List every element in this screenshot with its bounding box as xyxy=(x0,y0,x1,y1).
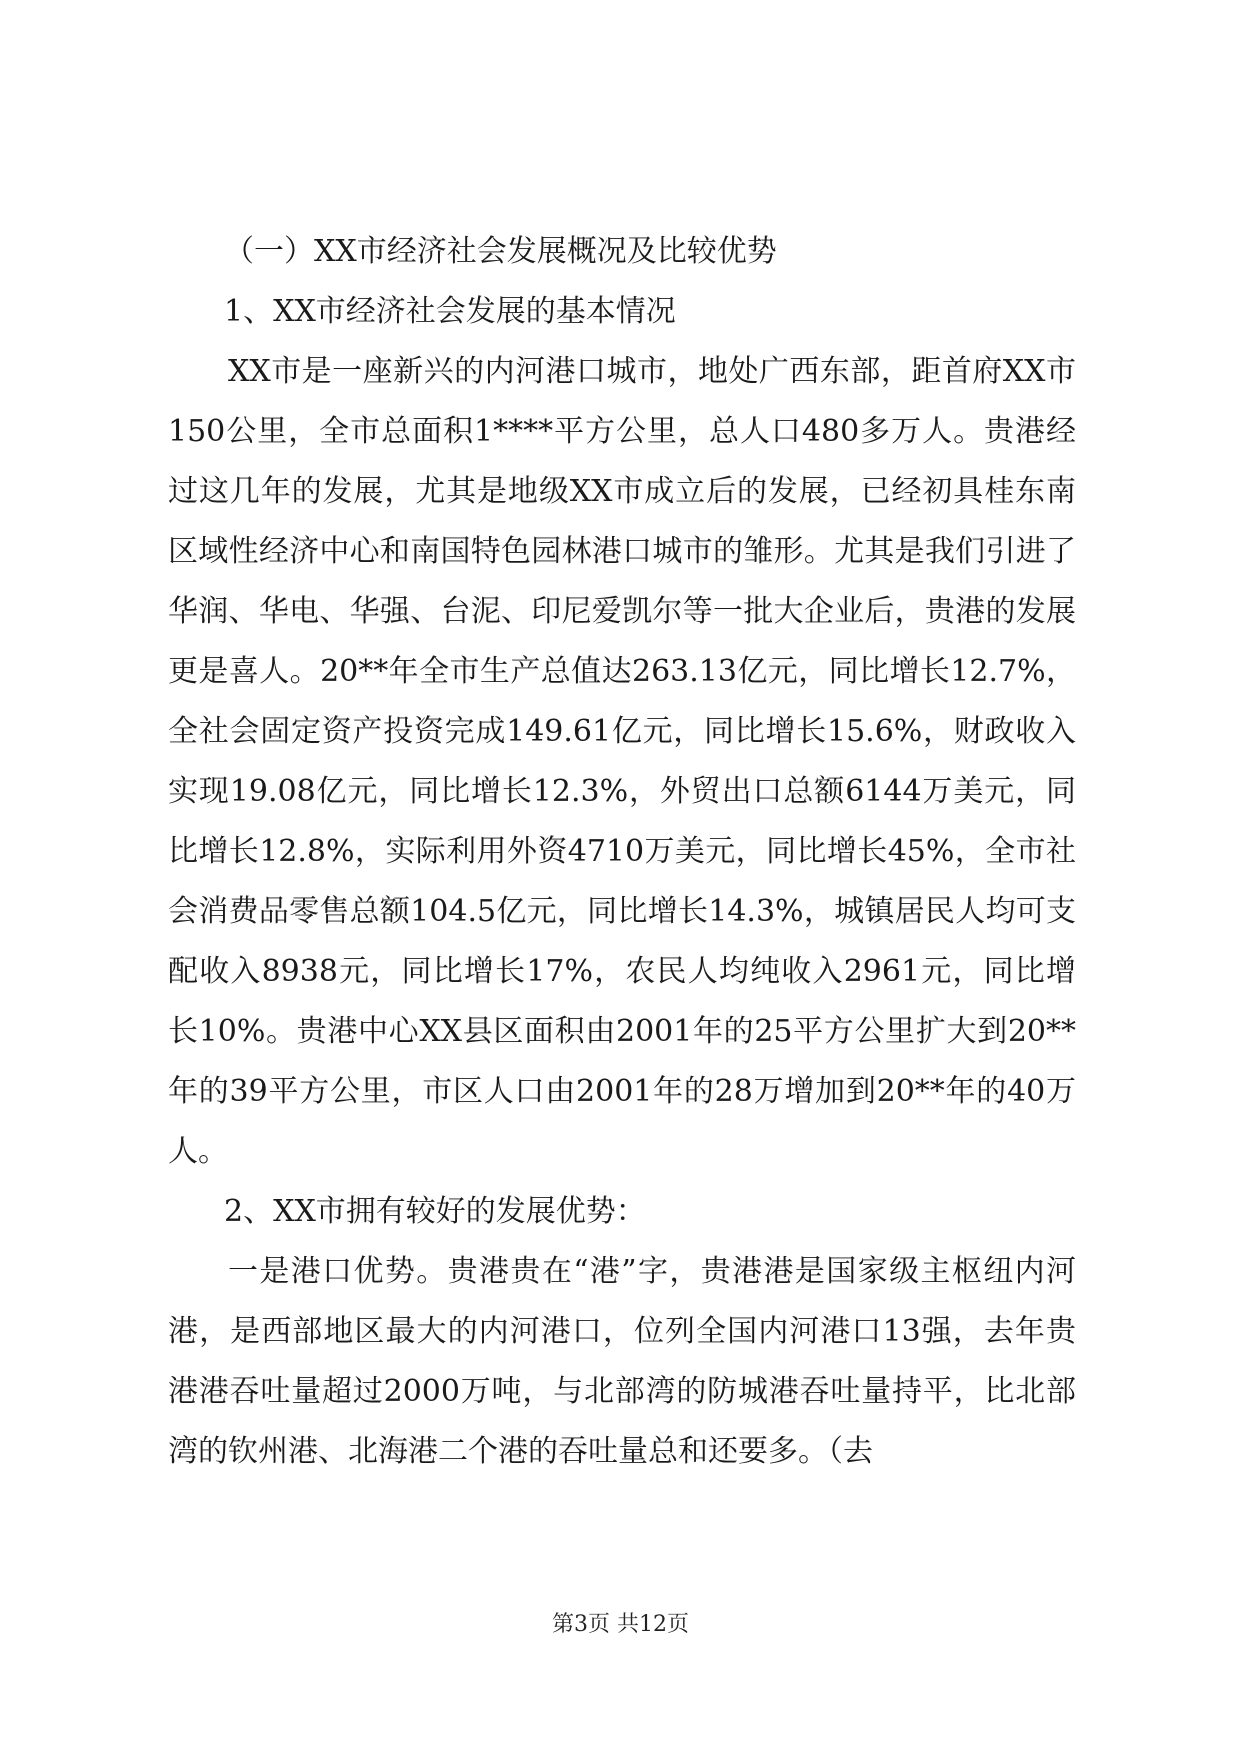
page-footer xyxy=(0,1610,1241,1640)
section-heading: （一）XX市经济社会发展概况及比较优势 xyxy=(224,234,777,269)
paragraph-overview: XX市是一座新兴的内河港口城市，地处广西东部，距首府XX市150公里，全市总面积1****平方公里，总人口480多万人。贵港经过这几年的发展，尤其是地级XX市成立后的发展，已经初具桂东南区域性经济中心和南国特色园林港口城市的雏形。尤其是我们引进了华润、华电、华强、台泥、印尼爱凯尔等一批大企业后，贵港的发展更是喜人。20**年全市生产总值达263.13亿元，同比增长12.7%，全社会固定资产投资完成149.61亿元，同比增长15.6%，财政收入实现19.08亿元，同比增长12.3%，外贸出口总额6144万美元，同比增长12.8%，实际利用外资4710万美元，同比增长45%，全市社会消费品零售总额104.5亿元，同比增长14.3%，城镇居民人均可支配收入8938元，同比增长17%，农民人均纯收入2961元，同比增长10%。贵港中心XX县区面积由2001年的25平方公里扩大到20**年的39平方公里，市区人口由2001年的28万增加到20**年的40万人。 xyxy=(168,354,1076,1169)
page-number-label: 第3页 共12页 xyxy=(552,1612,689,1637)
subsection-heading-basic-situation: 1、XX市经济社会发展的基本情况 xyxy=(224,294,676,329)
paragraph-port-advantage: 一是港口优势。贵港贵在“港”字，贵港港是国家级主枢纽内河港，是西部地区最大的内河港口，位列全国内河港口13强，去年贵港港吞吐量超过2000万吨，与北部湾的防城港吞吐量持平，比北部湾的钦州港、北海港二个港的吞吐量总和还要多。（去 xyxy=(168,1254,1076,1469)
subsection-heading-advantages: 2、XX市拥有较好的发展优势： xyxy=(224,1194,646,1229)
document-body xyxy=(168,222,1076,1482)
